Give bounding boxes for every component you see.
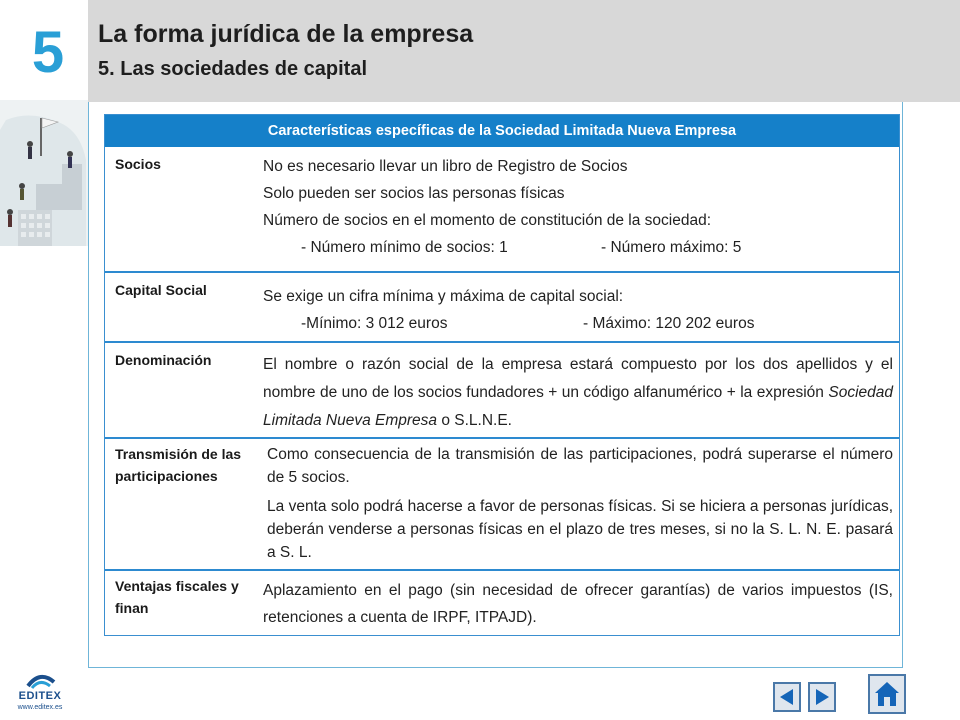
row-label-capital-social: Capital Social	[115, 282, 207, 298]
row-label-denominacion: Denominación	[115, 352, 212, 368]
home-button[interactable]	[868, 674, 906, 714]
table-row-denominacion	[105, 341, 899, 437]
row-content-socios	[263, 153, 893, 261]
denominacion-text-before: El nombre o razón social de la empresa estará compuesto por los dos apellidos y el nombre de uno de los socios fundadores + un código alfanumérico + la expresión	[263, 356, 893, 401]
logo-url: www.editex.es	[17, 704, 63, 711]
editex-logo-icon	[10, 668, 70, 692]
transmision-paragraph-1: Como consecuencia de la transmisión de las participaciones, podrá superarse el número de 5 socios.	[267, 446, 893, 486]
home-icon	[873, 679, 901, 709]
socios-min: - Número mínimo de socios: 1	[301, 239, 508, 256]
table-row-ventajas	[105, 569, 899, 635]
table-row-transmision	[105, 437, 899, 569]
socios-line-3: Número de socios en el momento de constitución de la sociedad:	[263, 212, 712, 229]
row-label-socios: Socios	[115, 156, 161, 172]
socios-limits	[263, 234, 893, 261]
slne-characteristics-table	[104, 114, 900, 636]
transmision-paragraph-2: La venta solo podrá hacerse a favor de personas físicas. Si se hiciera a personas jurídicas, deberán venderse a personas físicas en el plazo de tres meses, si no la S. L. N. E. pasará a S. L.	[267, 498, 893, 561]
triangle-right-icon	[812, 687, 832, 707]
row-content-ventajas	[263, 577, 893, 631]
capital-min: -Mínimo: 3 012 euros	[301, 315, 448, 332]
page-title: La forma jurídica de la empresa	[98, 20, 474, 48]
ventajas-text: Aplazamiento en el pago (sin necesidad de ofrecer garantías) de varios impuestos (IS, retenciones a cuenta de IRPF, ITPAJD).	[263, 582, 893, 626]
table-row-socios	[105, 147, 899, 269]
denominacion-text-after: o S.L.N.E.	[437, 412, 512, 429]
row-label-transmision: Transmisión de las participaciones	[115, 446, 242, 484]
socios-line-2: Solo pueden ser socios las personas físicas	[263, 185, 565, 202]
next-button[interactable]	[808, 682, 836, 712]
capital-max: - Máximo: 120 202 euros	[583, 315, 755, 332]
table-heading: Características específicas de la Sociedad Limitada Nueva Empresa	[105, 115, 899, 147]
flag-climbers-illustration	[0, 100, 88, 246]
previous-button[interactable]	[773, 682, 801, 712]
capital-line-1: Se exige un cifra mínima y máxima de capital social:	[263, 288, 624, 305]
triangle-left-icon	[777, 687, 797, 707]
socios-line-1: No es necesario llevar un libro de Registro de Socios	[263, 158, 628, 175]
table-row-capital-social	[105, 271, 899, 341]
capital-limits	[263, 310, 893, 337]
row-label-ventajas: Ventajas fiscales y finan	[115, 578, 239, 616]
header-band	[88, 0, 960, 102]
logo-text: EDITEX	[18, 690, 62, 702]
page-subtitle: 5. Las sociedades de capital	[98, 58, 368, 80]
row-content-denominacion	[263, 351, 893, 435]
socios-max: - Número máximo: 5	[601, 239, 742, 256]
row-content-capital-social	[263, 283, 893, 337]
unit-number: 5	[31, 20, 65, 85]
denominacion-text-italic: Sociedad Limitada Nueva Empresa	[263, 384, 893, 429]
row-content-transmision	[267, 443, 893, 564]
